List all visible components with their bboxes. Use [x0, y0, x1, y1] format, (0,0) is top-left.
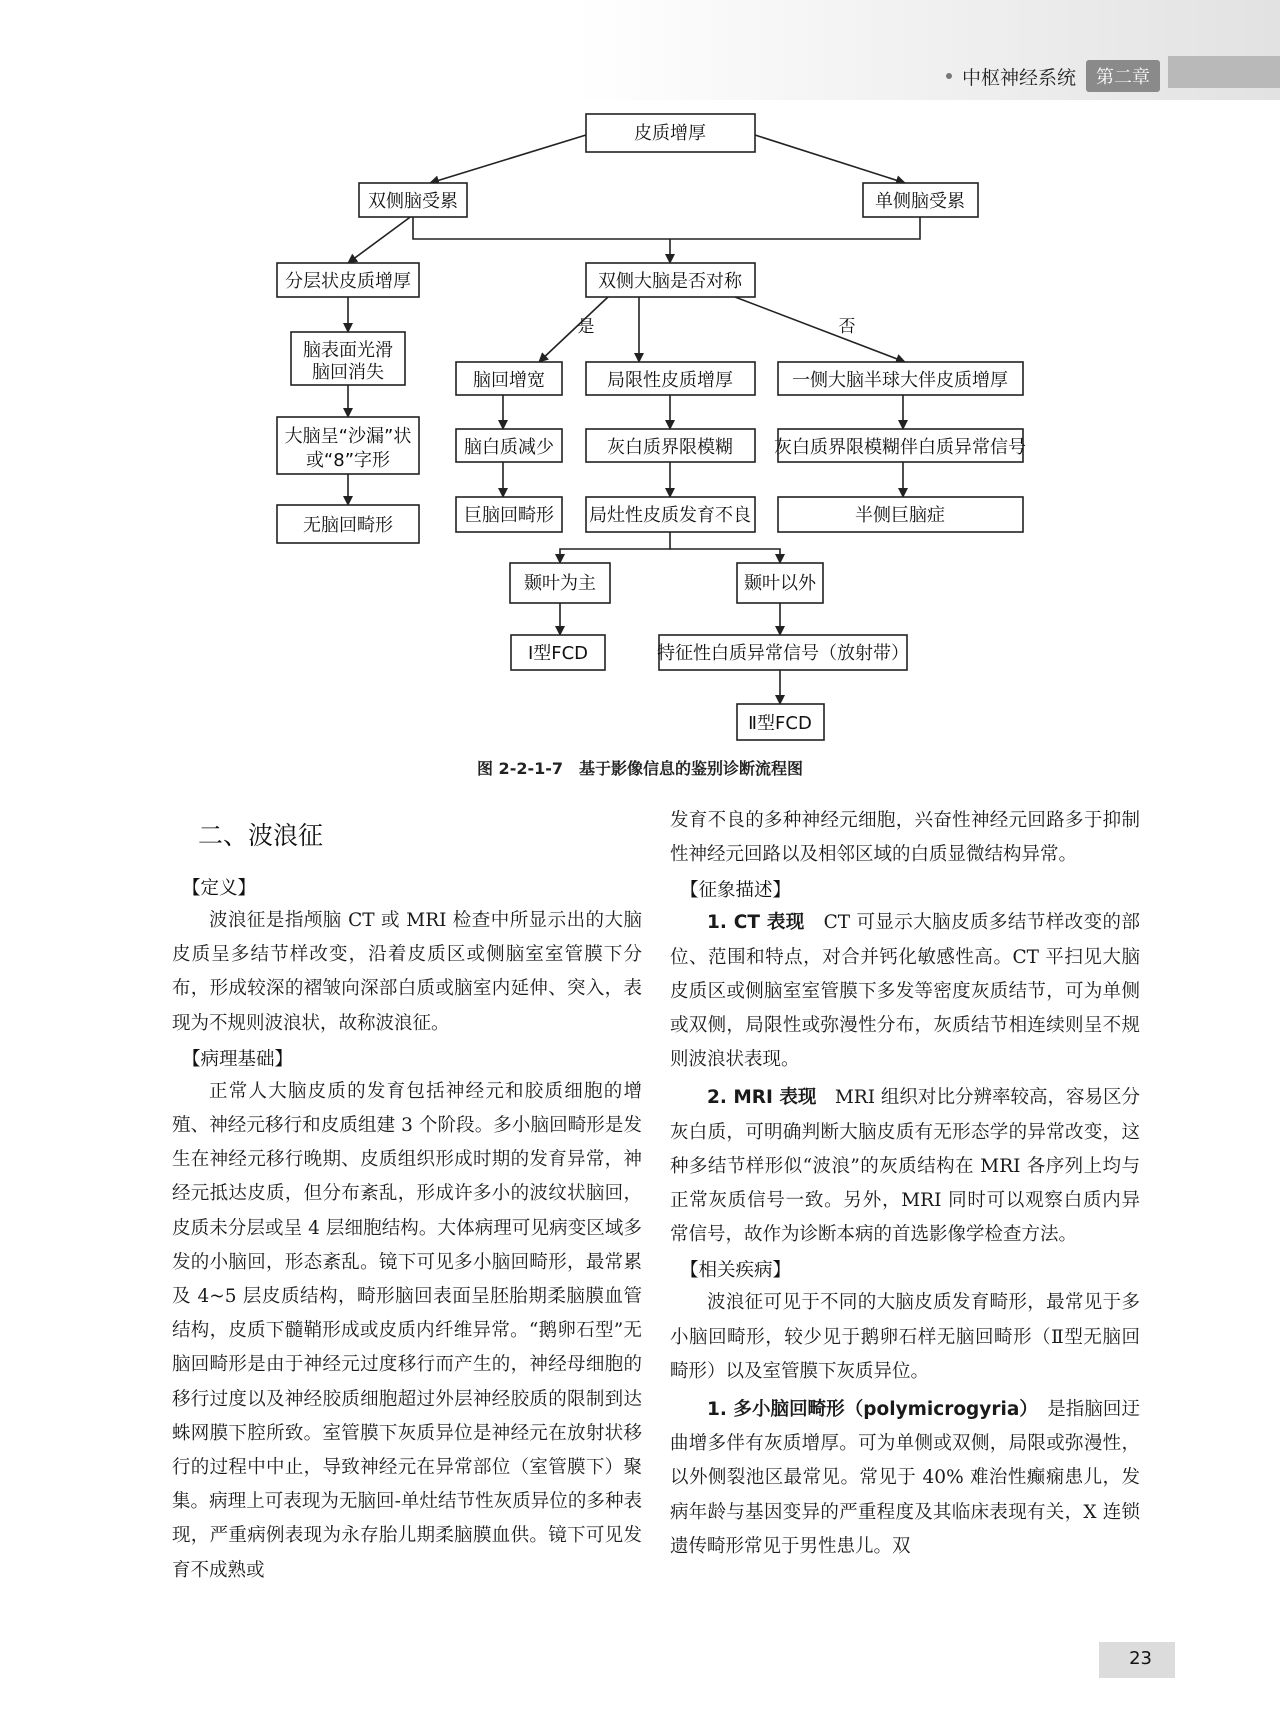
definition-paragraph: 波浪征是指颅脑 CT 或 MRI 检查中所显示出的大脑皮质呈多结节样改变，沿着皮质区或侧脑室室管膜下分布，形成较深的褶皱向深部白质或脑室内延伸、突入，表现为不规则波浪状，故称波浪征。 [172, 910, 642, 1034]
node-label: 脑白质减少 [464, 437, 554, 458]
node-symmetry-question [586, 263, 755, 297]
pathology-label: 【病理基础】 [182, 1048, 294, 1070]
node-hemisphere-enlarged [778, 362, 1023, 395]
node-smooth-surface [291, 332, 405, 385]
continuation-paragraph: 发育不良的多种神经元细胞，兴奋性神经元回路多于抑制性神经元回路以及相邻区域的白质显微结构异常。 [670, 810, 1140, 866]
node-label: 局限性皮质增厚 [607, 370, 733, 391]
signs-label: 【征象描述】 [680, 880, 792, 902]
node-label: Ⅰ型FCD [527, 643, 589, 664]
node-label: 分层状皮质增厚 [285, 271, 411, 292]
node-label: 巨脑回畸形 [464, 505, 554, 526]
pathology-paragraph: 正常人大脑皮质的发育包括神经元和胶质细胞的增殖、神经元移行和皮质组建 3 个阶段。多小脑回畸形是发生在神经元移行晚期、皮质组织形成时期的发育异常，神经元抵达皮质，但分布紊乱，形成许多小的波纹状脑回，皮质未分层或呈 4 层细胞结构。大体病理可见病变区域多发的小脑回，形态紊乱。镜下可见多小脑回畸形，最常累及 4~5 层皮质结构，畸形脑回表面呈胚胎期柔脑膜血管结构，皮质下髓鞘形成或皮质内纤维异常。“鹅卵石型”无脑回畸形是由于神经元过度移行而产生的，神经母细胞的移行过度以及神经胶质细胞超过外层神经胶质的限制到达蛛网膜下腔所致。室管膜下灰质异位是神经元在放射状移行的过程中中止，导致神经元在异常部位（室管膜下）聚集。病理上可表现为无脑回-单灶结节性灰质异位的多种表现，严重病例表现为永存胎儿期柔脑膜血供。镜下可见发育不成熟或 [172, 1080, 642, 1581]
left-column [172, 800, 642, 1592]
node-pachygyria [456, 497, 562, 532]
yes-label: 是 [577, 317, 595, 337]
node-label: 或“8”字形 [305, 450, 391, 471]
pmg-text: 是指脑回迂曲增多伴有灰质增厚。可为单侧或双侧，局限或弥漫性，以外侧裂池区最常见。常见于 40% 难治性癫痫患儿，发病年龄与基因变异的严重程度及其临床表现有关，X 连锁遗传畸形常见于男性患儿。双 [670, 1399, 1140, 1557]
node-fcd-type1 [511, 635, 605, 670]
node-label: 一侧大脑半球大伴皮质增厚 [792, 370, 1008, 391]
node-label: 灰白质界限模糊 [607, 437, 733, 458]
no-label: 否 [838, 317, 856, 337]
connector [430, 135, 586, 183]
node-label: 双侧脑受累 [368, 191, 458, 212]
node-label: 大脑呈“沙漏”状 [284, 426, 412, 447]
node-label: 脑回消失 [312, 362, 384, 383]
node-reduced-white-matter [456, 429, 562, 462]
node-lissencephaly [277, 505, 419, 543]
node-extra-temporal [737, 563, 823, 603]
node-temporal-dominant [510, 563, 610, 603]
node-fcd-type2 [737, 704, 824, 740]
diagnostic-flowchart [0, 0, 1280, 780]
node-label: 单侧脑受累 [875, 191, 965, 212]
node-cortical-thickening [586, 114, 755, 152]
node-label: 灰白质界限模糊伴白质异常信号 [774, 437, 1026, 458]
node-fcd [586, 497, 755, 532]
node-label: 颞叶以外 [744, 573, 816, 594]
node-label: 脑表面光滑 [303, 340, 393, 361]
node-label: 局灶性皮质发育不良 [589, 505, 751, 526]
connector [348, 215, 413, 263]
node-label: 半侧巨脑症 [855, 505, 945, 526]
node-widened-gyri [456, 362, 562, 395]
section-name: 中枢神经系统 [961, 66, 1076, 89]
page-number: 23 [1129, 1648, 1152, 1669]
node-hourglass [277, 417, 419, 474]
pmg-paragraph [670, 1393, 1140, 1564]
node-blurred-junction [586, 429, 755, 462]
connector [413, 215, 920, 239]
chapter-tab: 第二章 [1086, 60, 1160, 92]
connector [539, 297, 608, 362]
node-label: 无脑回畸形 [303, 515, 393, 536]
node-hemimegalencephaly [778, 497, 1023, 532]
node-label: 特征性白质异常信号（放射带） [657, 643, 909, 664]
node-focal-thickening [586, 362, 755, 395]
node-transmantle-sign [657, 635, 909, 670]
node-label: Ⅱ型FCD [748, 713, 812, 734]
connector [670, 549, 780, 563]
connector [735, 297, 905, 362]
connector [755, 135, 905, 183]
flowchart-connectors [348, 135, 920, 704]
node-bilateral [359, 183, 467, 217]
node-unilateral [863, 183, 978, 217]
mri-heading: 2. MRI 表现 [707, 1087, 817, 1109]
related-label: 【相关疾病】 [680, 1260, 792, 1282]
right-column [670, 804, 1140, 1568]
node-label: 脑回增宽 [473, 370, 545, 391]
node-blurred-junction-signal [774, 429, 1026, 462]
definition-label: 【定义】 [182, 878, 257, 899]
section-title: 二、波浪征 [198, 821, 324, 850]
ct-paragraph [670, 906, 1140, 1077]
connector [560, 532, 670, 563]
mri-paragraph [670, 1081, 1140, 1252]
ct-text: CT 可显示大脑皮质多结节样改变的部位、范围和特点，对合并钙化敏感性高。CT 平扫见大脑皮质区或侧脑室室管膜下多发等密度灰质结节，可为单侧或双侧，局限性或弥漫性分布，灰质结节相连续则呈不规则波浪状表现。 [670, 912, 1140, 1071]
node-label: 双侧大脑是否对称 [598, 271, 742, 292]
ct-heading: 1. CT 表现 [707, 912, 805, 934]
pmg-heading: 1. 多小脑回畸形（polymicrogyria） [707, 1399, 1029, 1421]
mri-text: MRI 组织对比分辨率较高，容易区分灰白质，可明确判断大脑皮质有无形态学的异常改变，这种多结节样形似“波浪”的灰质结构在 MRI 各序列上均与正常灰质信号一致。另外，MRI 同时可以观察白质内异常信号，故作为诊断本病的首选影像学检查方法。 [670, 1087, 1140, 1246]
node-label: 颞叶为主 [524, 573, 596, 594]
figure-caption: 图 2-2-1-7 基于影像信息的鉴别诊断流程图 [476, 759, 804, 778]
node-layered-thickening [277, 263, 419, 297]
related-paragraph: 波浪征可见于不同的大脑皮质发育畸形，最常见于多小脑回畸形，较少见于鹅卵石样无脑回畸形（Ⅱ型无脑回畸形）以及室管膜下灰质异位。 [670, 1292, 1140, 1382]
node-label: 皮质增厚 [634, 123, 706, 144]
